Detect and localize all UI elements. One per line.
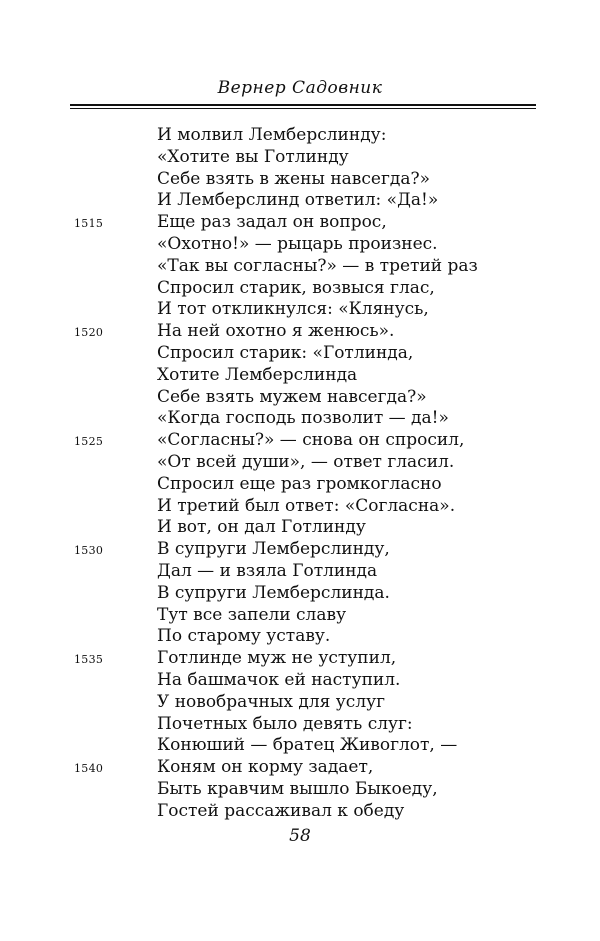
verse-text: Дал — и взяла Готлинда: [157, 560, 378, 581]
page-number: 58: [289, 826, 311, 846]
line-number: 1515: [74, 217, 104, 231]
poem-line: [0, 757, 600, 779]
verse-text: Почетных было девять слуг:: [157, 713, 413, 734]
verse-text: «От всей души», — ответ гласил.: [157, 451, 455, 472]
verse-text: В супруги Лемберслинда.: [157, 582, 390, 603]
poem-line: [0, 474, 600, 496]
poem-line: [0, 714, 600, 736]
verse-text: Конюший — братец Живоглот, —: [157, 735, 458, 756]
poem-line: [0, 496, 600, 518]
verse-text: «Когда господь позволит — да!»: [157, 408, 449, 429]
poem-line: [0, 561, 600, 583]
header-rule-thick: [70, 104, 536, 106]
poem-line: [0, 365, 600, 387]
poem-line: [0, 626, 600, 648]
poem-line: [0, 605, 600, 627]
verse-text: И тот откликнулся: «Клянусь,: [157, 299, 429, 320]
line-number: 1525: [74, 435, 104, 449]
poem-line: [0, 343, 600, 365]
verse-text: И вот, он дал Готлинду: [157, 517, 366, 538]
verse-text: И Лемберслинд ответил: «Да!»: [157, 190, 439, 211]
poem-line: [0, 801, 600, 823]
poem-body: [0, 125, 600, 823]
poem-line: [0, 278, 600, 300]
poem-line: [0, 408, 600, 430]
verse-text: «Хотите вы Готлинду: [157, 146, 349, 167]
verse-text: И третий был ответ: «Согласна».: [157, 495, 456, 516]
poem-line: [0, 735, 600, 757]
verse-text: «Охотно!» — рыцарь произнес.: [157, 233, 438, 254]
verse-text: На ней охотно я женюсь».: [157, 321, 395, 342]
poem-line: [0, 583, 600, 605]
verse-text: Гостей рассаживал к обеду: [157, 800, 405, 821]
poem-line: [0, 125, 600, 147]
poem-line: [0, 212, 600, 234]
line-number: 1535: [74, 653, 104, 667]
poem-line: [0, 387, 600, 409]
verse-text: Себе взять в жены навсегда?»: [157, 168, 430, 189]
verse-text: Коням он корму задает,: [157, 757, 374, 778]
poem-line: [0, 692, 600, 714]
verse-text: У новобрачных для услуг: [157, 691, 386, 712]
poem-line: [0, 299, 600, 321]
verse-text: Еще раз задал он вопрос,: [157, 212, 387, 233]
line-number: 1530: [74, 544, 104, 558]
poem-line: [0, 169, 600, 191]
verse-text: Спросил еще раз громкогласно: [157, 473, 442, 494]
poem-line: [0, 321, 600, 343]
poem-line: [0, 234, 600, 256]
verse-text: Хотите Лемберслинда: [157, 364, 358, 385]
verse-text: Готлинде муж не уступил,: [157, 648, 397, 669]
verse-text: Спросил старик, возвыся глас,: [157, 277, 435, 298]
verse-text: «Согласны?» — снова он спросил,: [157, 430, 465, 451]
poem-line: [0, 430, 600, 452]
verse-text: На башмачок ей наступил.: [157, 669, 401, 690]
poem-line: [0, 539, 600, 561]
verse-text: Спросил старик: «Готлинда,: [157, 342, 414, 363]
poem-line: [0, 517, 600, 539]
verse-text: Себе взять мужем навсегда?»: [157, 386, 427, 407]
verse-text: И молвил Лемберслинду:: [157, 125, 387, 145]
poem-line: [0, 648, 600, 670]
poem-line: [0, 452, 600, 474]
verse-text: «Так вы согласны?» — в третий раз: [157, 255, 478, 276]
verse-text: По старому уставу.: [157, 626, 331, 647]
poem-line: [0, 256, 600, 278]
verse-text: Быть кравчим вышло Быкоеду,: [157, 778, 438, 799]
poem-line: [0, 147, 600, 169]
line-number: 1520: [74, 326, 104, 340]
poem-line: [0, 670, 600, 692]
line-number: 1540: [74, 762, 104, 776]
header-rule-thin: [70, 108, 536, 109]
verse-text: Тут все запели славу: [157, 604, 347, 625]
poem-line: [0, 190, 600, 212]
verse-text: В супруги Лемберслинду,: [157, 539, 390, 560]
poem-line: [0, 779, 600, 801]
running-header: Вернер Садовник: [217, 78, 383, 98]
